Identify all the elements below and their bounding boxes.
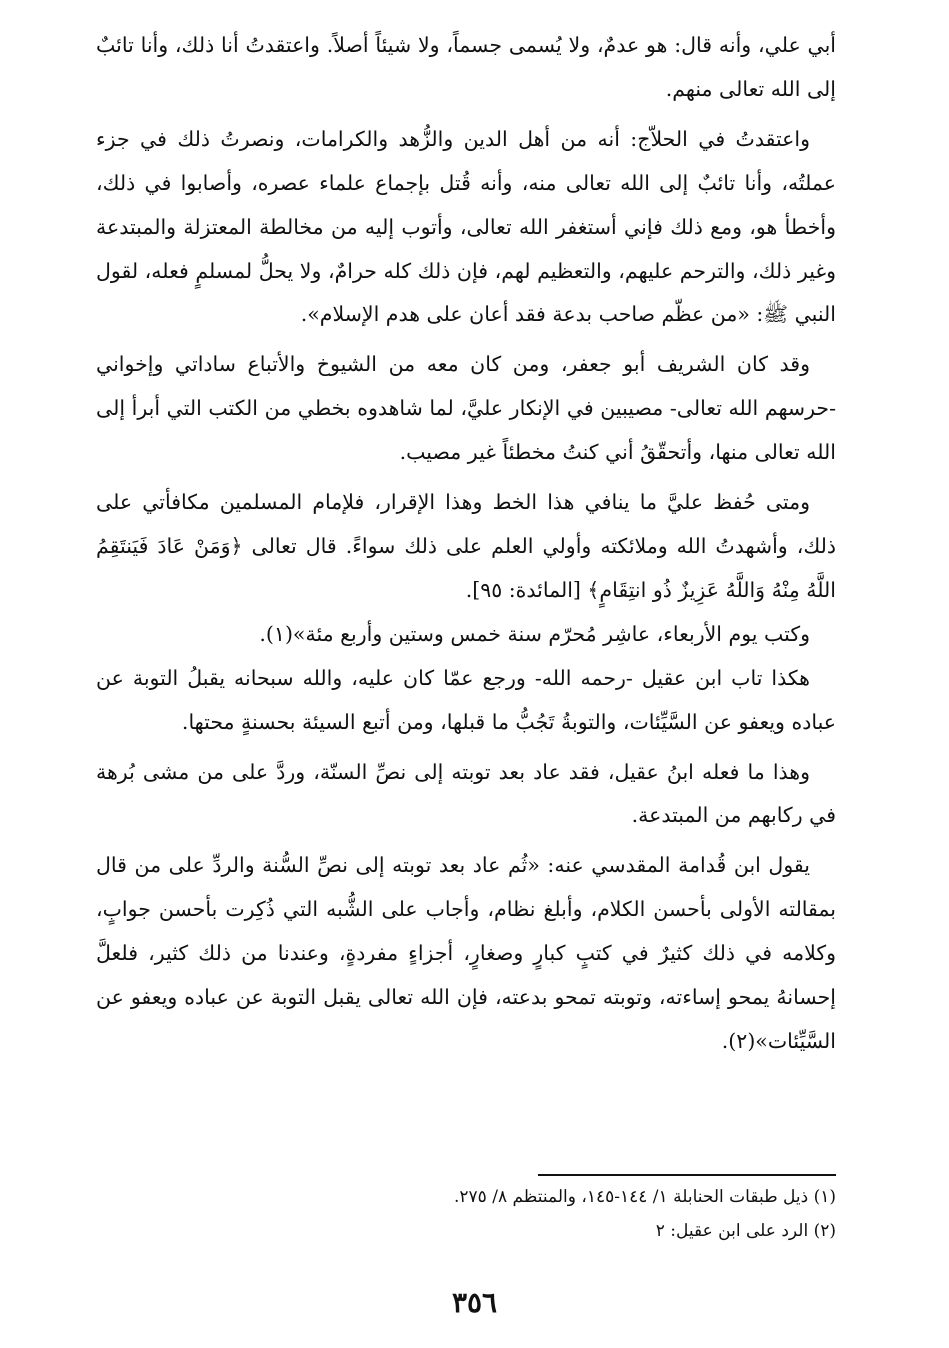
footnotes xyxy=(96,1180,836,1248)
paragraph-7: وهذا ما فعله ابنُ عقيل، فقد عاد بعد توبته إلى نصِّ السنّة، وردَّ على من مشى بُرهة في ركابهم من المبتدعة. xyxy=(96,759,836,828)
page-body xyxy=(96,24,836,1064)
paragraph-4: ومتى حُفظ عليَّ ما ينافي هذا الخط وهذا الإقرار، فلإمام المسلمين مكافأتي على ذلك، وأشهدتُ الله وملائكته وأولي العلم على ذلك سواءً. قال تعالى ﴿وَمَنْ عَادَ فَيَنتَقِمُ اللَّهُ مِنْهُ وَاللَّهُ عَزِيزٌ ذُو انتِقَامٍ﴾ [المائدة: ٩٥]. xyxy=(96,490,836,602)
paragraph-5: وكتب يوم الأربعاء، عاشِر مُحرّم سنة خمس وستين وأربع مئة»(١). xyxy=(259,621,810,646)
paragraph-2: واعتقدتُ في الحلاّج: أنه من أهل الدين والزُّهد والكرامات، ونصرتُ ذلك في جزء عملتُه، وأنا تائبٌ إلى الله تعالى منه، وأنه قُتل بإجماع علماء عصره، وأصابوا في ذلك، وأخطأ هو، ومع ذلك فإني أستغفر الله تعالى، وأتوب إليه من مخالطة المعتزلة والمبتدعة وغير ذلك، والترحم عليهم، والتعظيم لهم، فإن ذلك كله حرامٌ، ولا يحلُّ لمسلمٍ فعله، لقول النبي ﷺ: «من عظّم صاحب بدعة فقد أعان على هدم الإسلام». xyxy=(96,126,836,327)
footnote-1: (١) ذيل طبقات الحنابلة ١/ ١٤٤-١٤٥، والمنتظم ٨/ ٢٧٥. xyxy=(453,1187,836,1207)
paragraph-1: أبي علي، وأنه قال: هو عدمٌ، ولا يُسمى جسماً، ولا شيئاً أصلاً. واعتقدتُ أنا ذلك، وأنا تائبٌ إلى الله تعالى منهم. xyxy=(96,33,836,101)
paragraph-3: وقد كان الشريف أبو جعفر، ومن كان معه من الشيوخ والأتباع ساداتي وإخواني -حرسهم الله تعالى- مصيبين في الإنكار عليَّ، لما شاهدوه بخطي من الكتب التي أبرأ إلى الله تعالى منها، وأتحقّقُ أني كنتُ مخطئاً غير مصيب. xyxy=(96,352,836,465)
paragraph-6: هكذا تاب ابن عقيل -رحمه الله- ورجع عمّا كان عليه، والله سبحانه يقبلُ التوبة عن عباده ويعفو عن السَّيِّئات، والتوبةُ تَجُبُّ ما قبلها، ومن أتبع السيئة بحسنةٍ محتها. xyxy=(96,665,836,734)
footnote-divider xyxy=(538,1174,836,1176)
page-number: ٣٥٦ xyxy=(451,1286,498,1319)
paragraph-8: يقول ابن قُدامة المقدسي عنه: «ثُم عاد بعد توبته إلى نصِّ السُّنة والردِّ على من قال بمقالته الأولى بأحسن الكلام، وأبلغ نظام، وأجاب على الشُّبه التي ذُكِرت بأحسن جوابٍ، وكلامه في ذلك كثيرٌ في كتبٍ كبارٍ وصغارٍ، أجزاءٍ مفردةٍ، وعندنا من ذلك كثير، فلعلَّ إحسانهُ يمحو إساءته، وتوبته تمحو بدعته، فإن الله تعالى يقبل التوبة عن عباده ويعفو عن السَّيِّئات»(٢). xyxy=(96,853,836,1053)
footnote-2: (٢) الرد على ابن عقيل: ٢ xyxy=(655,1221,836,1241)
